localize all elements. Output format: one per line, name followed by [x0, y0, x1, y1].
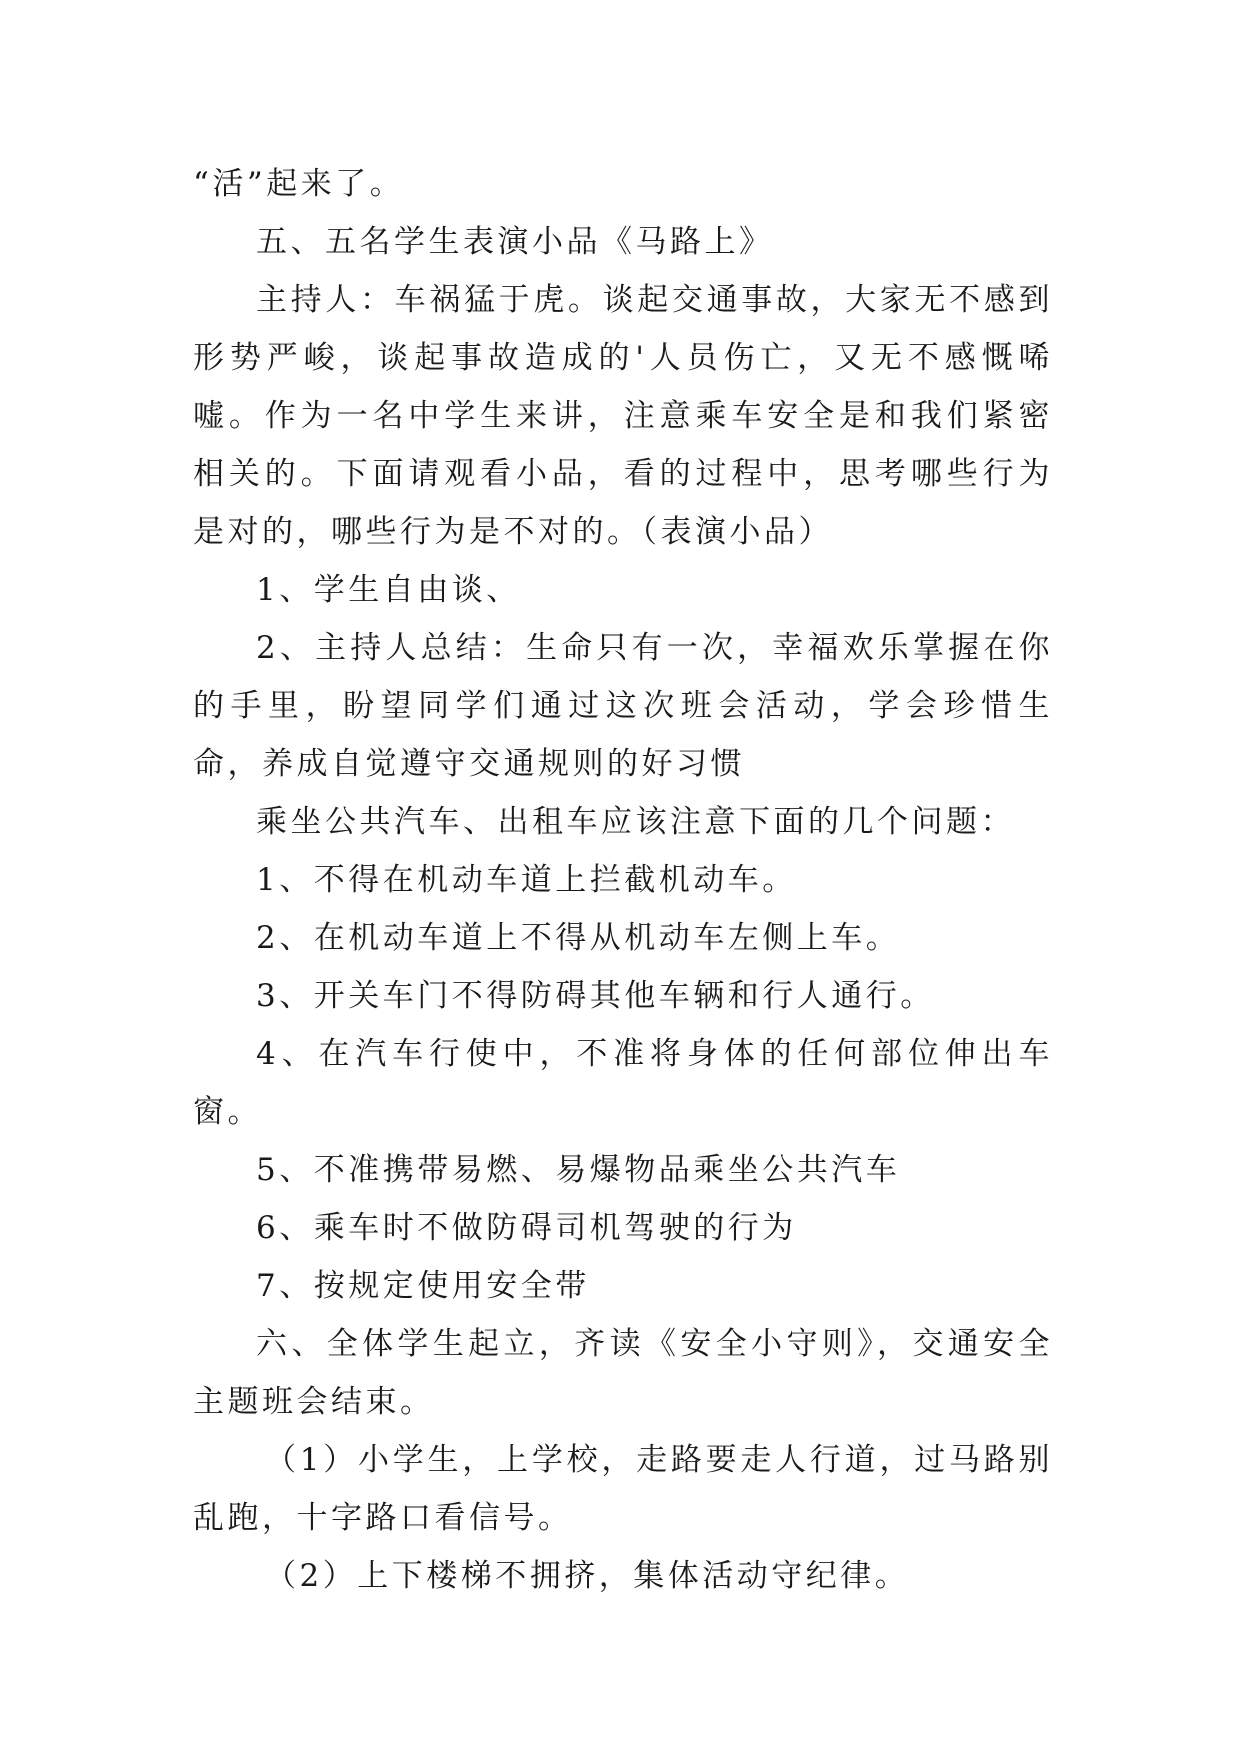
rule-item-4: 4、在汽车行使中，不准将身体的任何部位伸出车窗。	[193, 1036, 1053, 1130]
safety-rule-2: （2）上下楼梯不拥挤，集体活动守纪律。	[265, 1558, 910, 1594]
list-item-host-summary: 2、主持人总结：生命只有一次，幸福欢乐掌握在你的手里，盼望同学们通过这次班会活动，学会珍惜生命，养成自觉遵守交通规则的好习惯	[193, 630, 1053, 782]
rule-item-3: 3、开关车门不得防碍其他车辆和行人通行。	[256, 978, 935, 1014]
rule-item-7: 7、按规定使用安全带	[256, 1268, 590, 1304]
paragraph-continuation: “活”起来了。	[193, 166, 405, 202]
rule-item-5: 5、不准携带易燃、易爆物品乘坐公共汽车	[256, 1152, 901, 1188]
rule-item-2: 2、在机动车道上不得从机动车左侧上车。	[256, 920, 901, 956]
bus-taxi-rules-intro: 乘坐公共汽车、出租车应该注意下面的几个问题：	[256, 804, 1015, 840]
section-six-paragraph: 六、全体学生起立，齐读《安全小守则》，交通安全主题班会结束。	[193, 1326, 1053, 1420]
section-five-heading: 五、五名学生表演小品《马路上》	[256, 224, 774, 260]
rule-item-1: 1、不得在机动车道上拦截机动车。	[256, 862, 797, 898]
list-item-free-talk: 1、学生自由谈、	[256, 572, 521, 608]
safety-rule-1: （1）小学生，上学校，走路要走人行道，过马路别乱跑，十字路口看信号。	[193, 1442, 1053, 1536]
host-speech-paragraph: 主持人：车祸猛于虎。谈起交通事故，大家无不感到形势严峻，谈起事故造成的'人员伤亡，又无不感慨唏嘘。作为一名中学生来讲，注意乘车安全是和我们紧密相关的。下面请观看小品，看的过程中，思考哪些行为是对的，哪些行为是不对的。（表演小品）	[193, 282, 1053, 550]
document-body	[193, 155, 1053, 1605]
rule-item-6: 6、乘车时不做防碍司机驾驶的行为	[256, 1210, 797, 1246]
